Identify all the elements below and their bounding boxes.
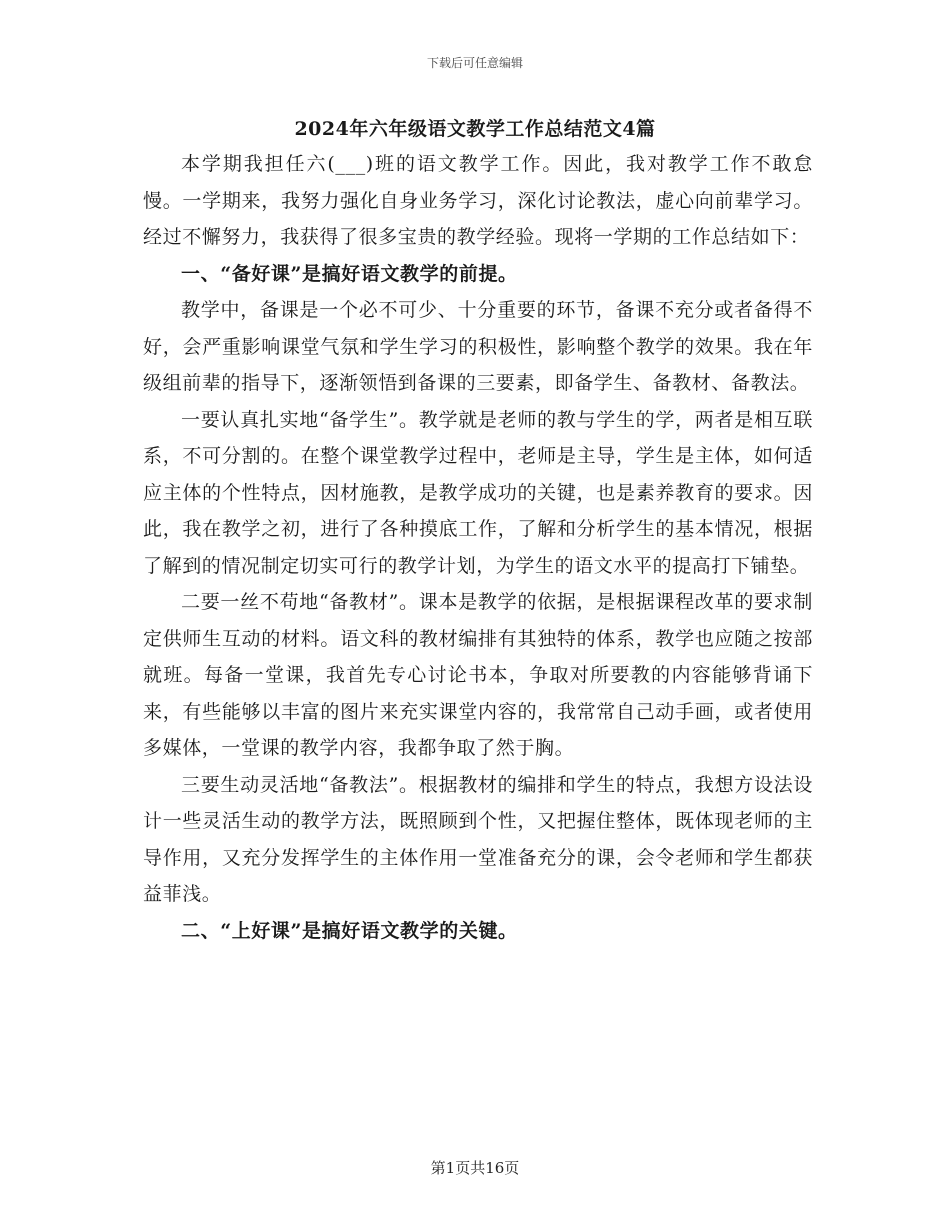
section-heading-2: 二、“上好课”是搞好语文教学的关键。 <box>181 919 518 942</box>
page-number: 第1页共16页 <box>430 1159 520 1177</box>
document-body <box>143 146 813 949</box>
section-heading-1: 一、“备好课”是搞好语文教学的前提。 <box>181 262 518 285</box>
body-paragraph: 教学中，备课是一个必不可少、十分重要的环节，备课不充分或者备得不好，会严重影响课堂气氛和学生学习的积极性，影响整个教学的效果。我在年级组前辈的指导下，逐渐领悟到备课的三要素，即备学生、备教材、备教法。 <box>143 299 813 394</box>
body-paragraph: 一要认真扎实地“备学生”。教学就是老师的教与学生的学，两者是相互联系，不可分割的。在整个课堂教学过程中，老师是主导，学生是主体，如何适应主体的个性特点，因材施教，是教学成功的关键，也是素养教育的要求。因此，我在教学之初，进行了各种摸底工作，了解和分析学生的基本情况，根据了解到的情况制定切实可行的教学计划，为学生的语文水平的提高打下铺垫。 <box>143 408 813 577</box>
document-title: 2024年六年级语文教学工作总结范文4篇 <box>294 118 656 140</box>
body-paragraph: 三要生动灵活地“备教法”。根据教材的编排和学生的特点，我想方设法设计一些灵活生动的教学方法，既照顾到个性，又把握住整体，既体现老师的主导作用，又充分发挥学生的主体作用一堂准备充分的课，会令老师和学生都获益菲浅。 <box>143 773 813 905</box>
header-note: 下载后可任意编辑 <box>426 56 523 70</box>
intro-paragraph: 本学期我担任六(___)班的语文教学工作。因此，我对教学工作不敢怠慢。一学期来，我努力强化自身业务学习，深化讨论教法，虚心向前辈学习。经过不懈努力，我获得了很多宝贵的教学经验。现将一学期的工作总结如下： <box>143 153 813 248</box>
body-paragraph: 二要一丝不苟地“备教材”。课本是教学的依据，是根据课程改革的要求制定供师生互动的材料。语文科的教材编排有其独特的体系，教学也应随之按部就班。每备一堂课，我首先专心讨论书本，争取对所要教的内容能够背诵下来，有些能够以丰富的图片来充实课堂内容的，我常常自己动手画，或者使用多媒体，一堂课的教学内容，我都争取了然于胸。 <box>143 591 813 759</box>
